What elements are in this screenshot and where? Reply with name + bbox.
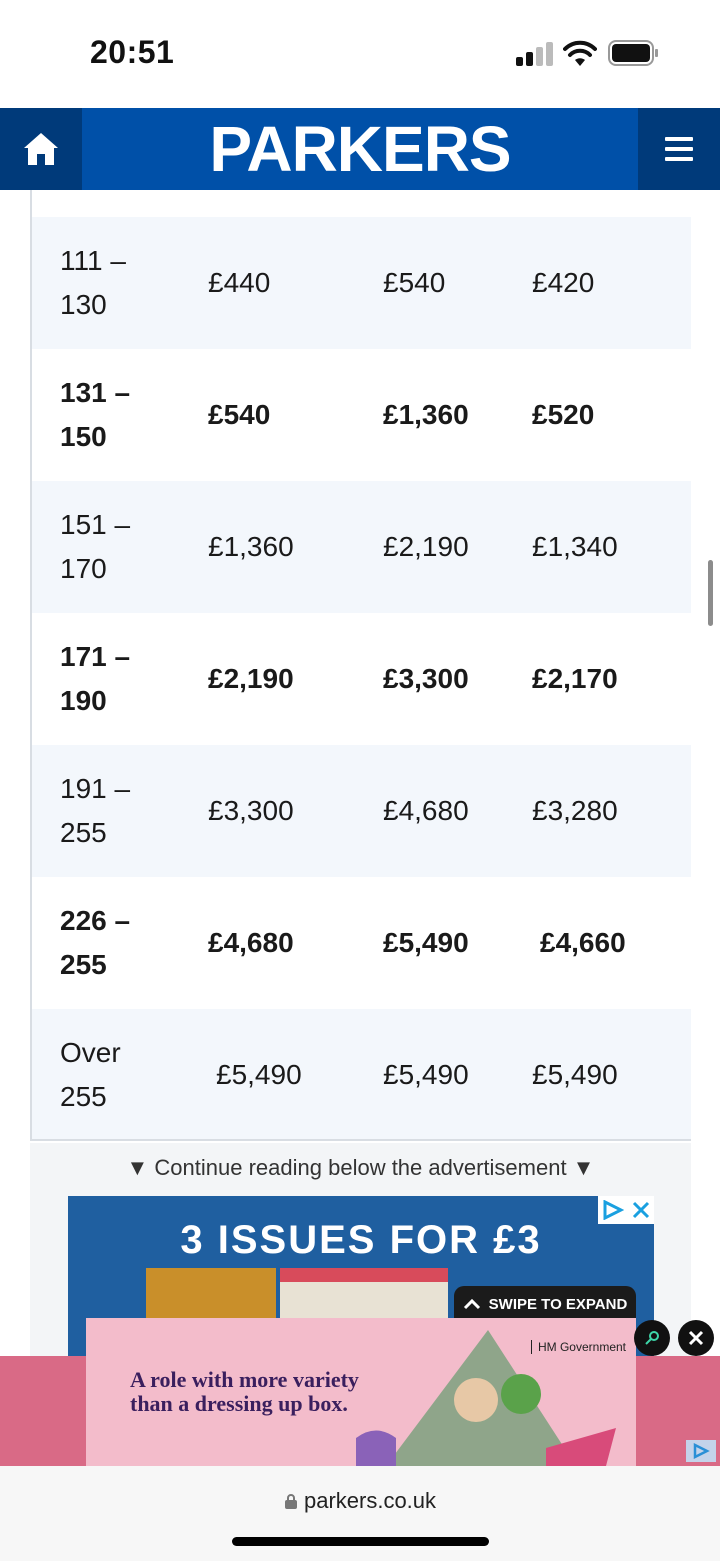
ad-choices-button[interactable] xyxy=(598,1196,654,1224)
home-indicator[interactable] xyxy=(232,1537,489,1546)
table-row xyxy=(32,481,691,613)
ad-choices-button[interactable] xyxy=(686,1440,716,1462)
swipe-label: SWIPE TO EXPAND xyxy=(488,1295,628,1313)
lock-icon xyxy=(284,1493,298,1509)
close-icon xyxy=(632,1201,650,1219)
value-cell: £420 xyxy=(532,267,595,298)
status-bar xyxy=(0,0,720,108)
value-cell: £5,490 xyxy=(383,1059,469,1090)
value-cell: £2,190 xyxy=(383,531,469,562)
value-cell: £540 xyxy=(208,399,271,430)
value-cell: £1,360 xyxy=(208,531,294,562)
close-ad-button[interactable] xyxy=(678,1320,714,1356)
status-time: 20:51 xyxy=(90,34,175,70)
table-row xyxy=(32,745,691,877)
sticky-ad-creative[interactable] xyxy=(86,1318,636,1466)
cellular-signal-icon xyxy=(516,42,554,66)
table-row xyxy=(32,877,691,1009)
value-cell: £4,660 xyxy=(540,927,626,958)
band-cell: 191 – 255 xyxy=(60,773,131,848)
battery-icon xyxy=(608,40,660,66)
wifi-icon xyxy=(563,40,597,68)
close-icon xyxy=(688,1330,704,1346)
value-cell: £520 xyxy=(532,399,595,430)
table-row xyxy=(32,217,691,349)
value-cell: £5,490 xyxy=(216,1059,302,1090)
band-cell: 226 – 255 xyxy=(60,905,131,980)
value-cell: £2,170 xyxy=(532,663,618,694)
tax-band-table xyxy=(30,190,691,1141)
value-cell: £4,680 xyxy=(383,795,469,826)
value-cell: £5,490 xyxy=(532,1059,618,1090)
value-cell: £3,300 xyxy=(383,663,469,694)
table-row xyxy=(32,349,691,481)
menu-button[interactable] xyxy=(638,108,720,190)
url-text: parkers.co.uk xyxy=(303,1488,437,1513)
scroll-indicator[interactable] xyxy=(708,560,713,626)
value-cell: £4,680 xyxy=(208,927,294,958)
ad-info-button[interactable] xyxy=(634,1320,670,1356)
band-cell: 151 – 170 xyxy=(60,509,131,584)
ad-choices-icon xyxy=(692,1443,710,1459)
table-row xyxy=(32,613,691,745)
value-cell: £540 xyxy=(383,267,446,298)
site-logo[interactable]: PARKERS xyxy=(209,113,511,185)
advertiser-logo: HM Government xyxy=(531,1340,626,1354)
ad-choices-icon xyxy=(602,1200,624,1220)
value-cell: £440 xyxy=(208,267,271,298)
value-cell: £2,190 xyxy=(208,663,294,694)
chevron-up-icon xyxy=(463,1298,481,1310)
home-button[interactable] xyxy=(0,108,82,190)
hamburger-menu-icon xyxy=(664,135,694,163)
browser-url-bar[interactable] xyxy=(0,1466,720,1561)
site-header xyxy=(0,108,720,190)
band-cell: 111 – 130 xyxy=(60,245,126,320)
ad-info-icon xyxy=(643,1329,661,1347)
ad-photo-image xyxy=(356,1328,626,1466)
table-row xyxy=(32,1009,691,1141)
sticky-ad-text: A role with more variety than a dressing up box. xyxy=(130,1367,359,1416)
url-field[interactable] xyxy=(0,1488,720,1514)
value-cell: £3,300 xyxy=(208,795,294,826)
value-cell: £5,490 xyxy=(383,927,469,958)
ad-notice: ▼ Continue reading below the advertisement ▼ xyxy=(126,1155,595,1180)
value-cell: £3,280 xyxy=(532,795,618,826)
band-cell: Over 255 xyxy=(60,1037,121,1112)
band-cell: 131 – 150 xyxy=(60,377,131,452)
value-cell: £1,340 xyxy=(532,531,618,562)
swipe-to-expand-button[interactable] xyxy=(454,1286,636,1322)
band-cell: 171 – 190 xyxy=(60,641,131,716)
value-cell: £1,360 xyxy=(383,399,469,430)
home-icon xyxy=(21,129,61,169)
ad-headline: 3 ISSUES FOR £3 xyxy=(180,1218,542,1262)
